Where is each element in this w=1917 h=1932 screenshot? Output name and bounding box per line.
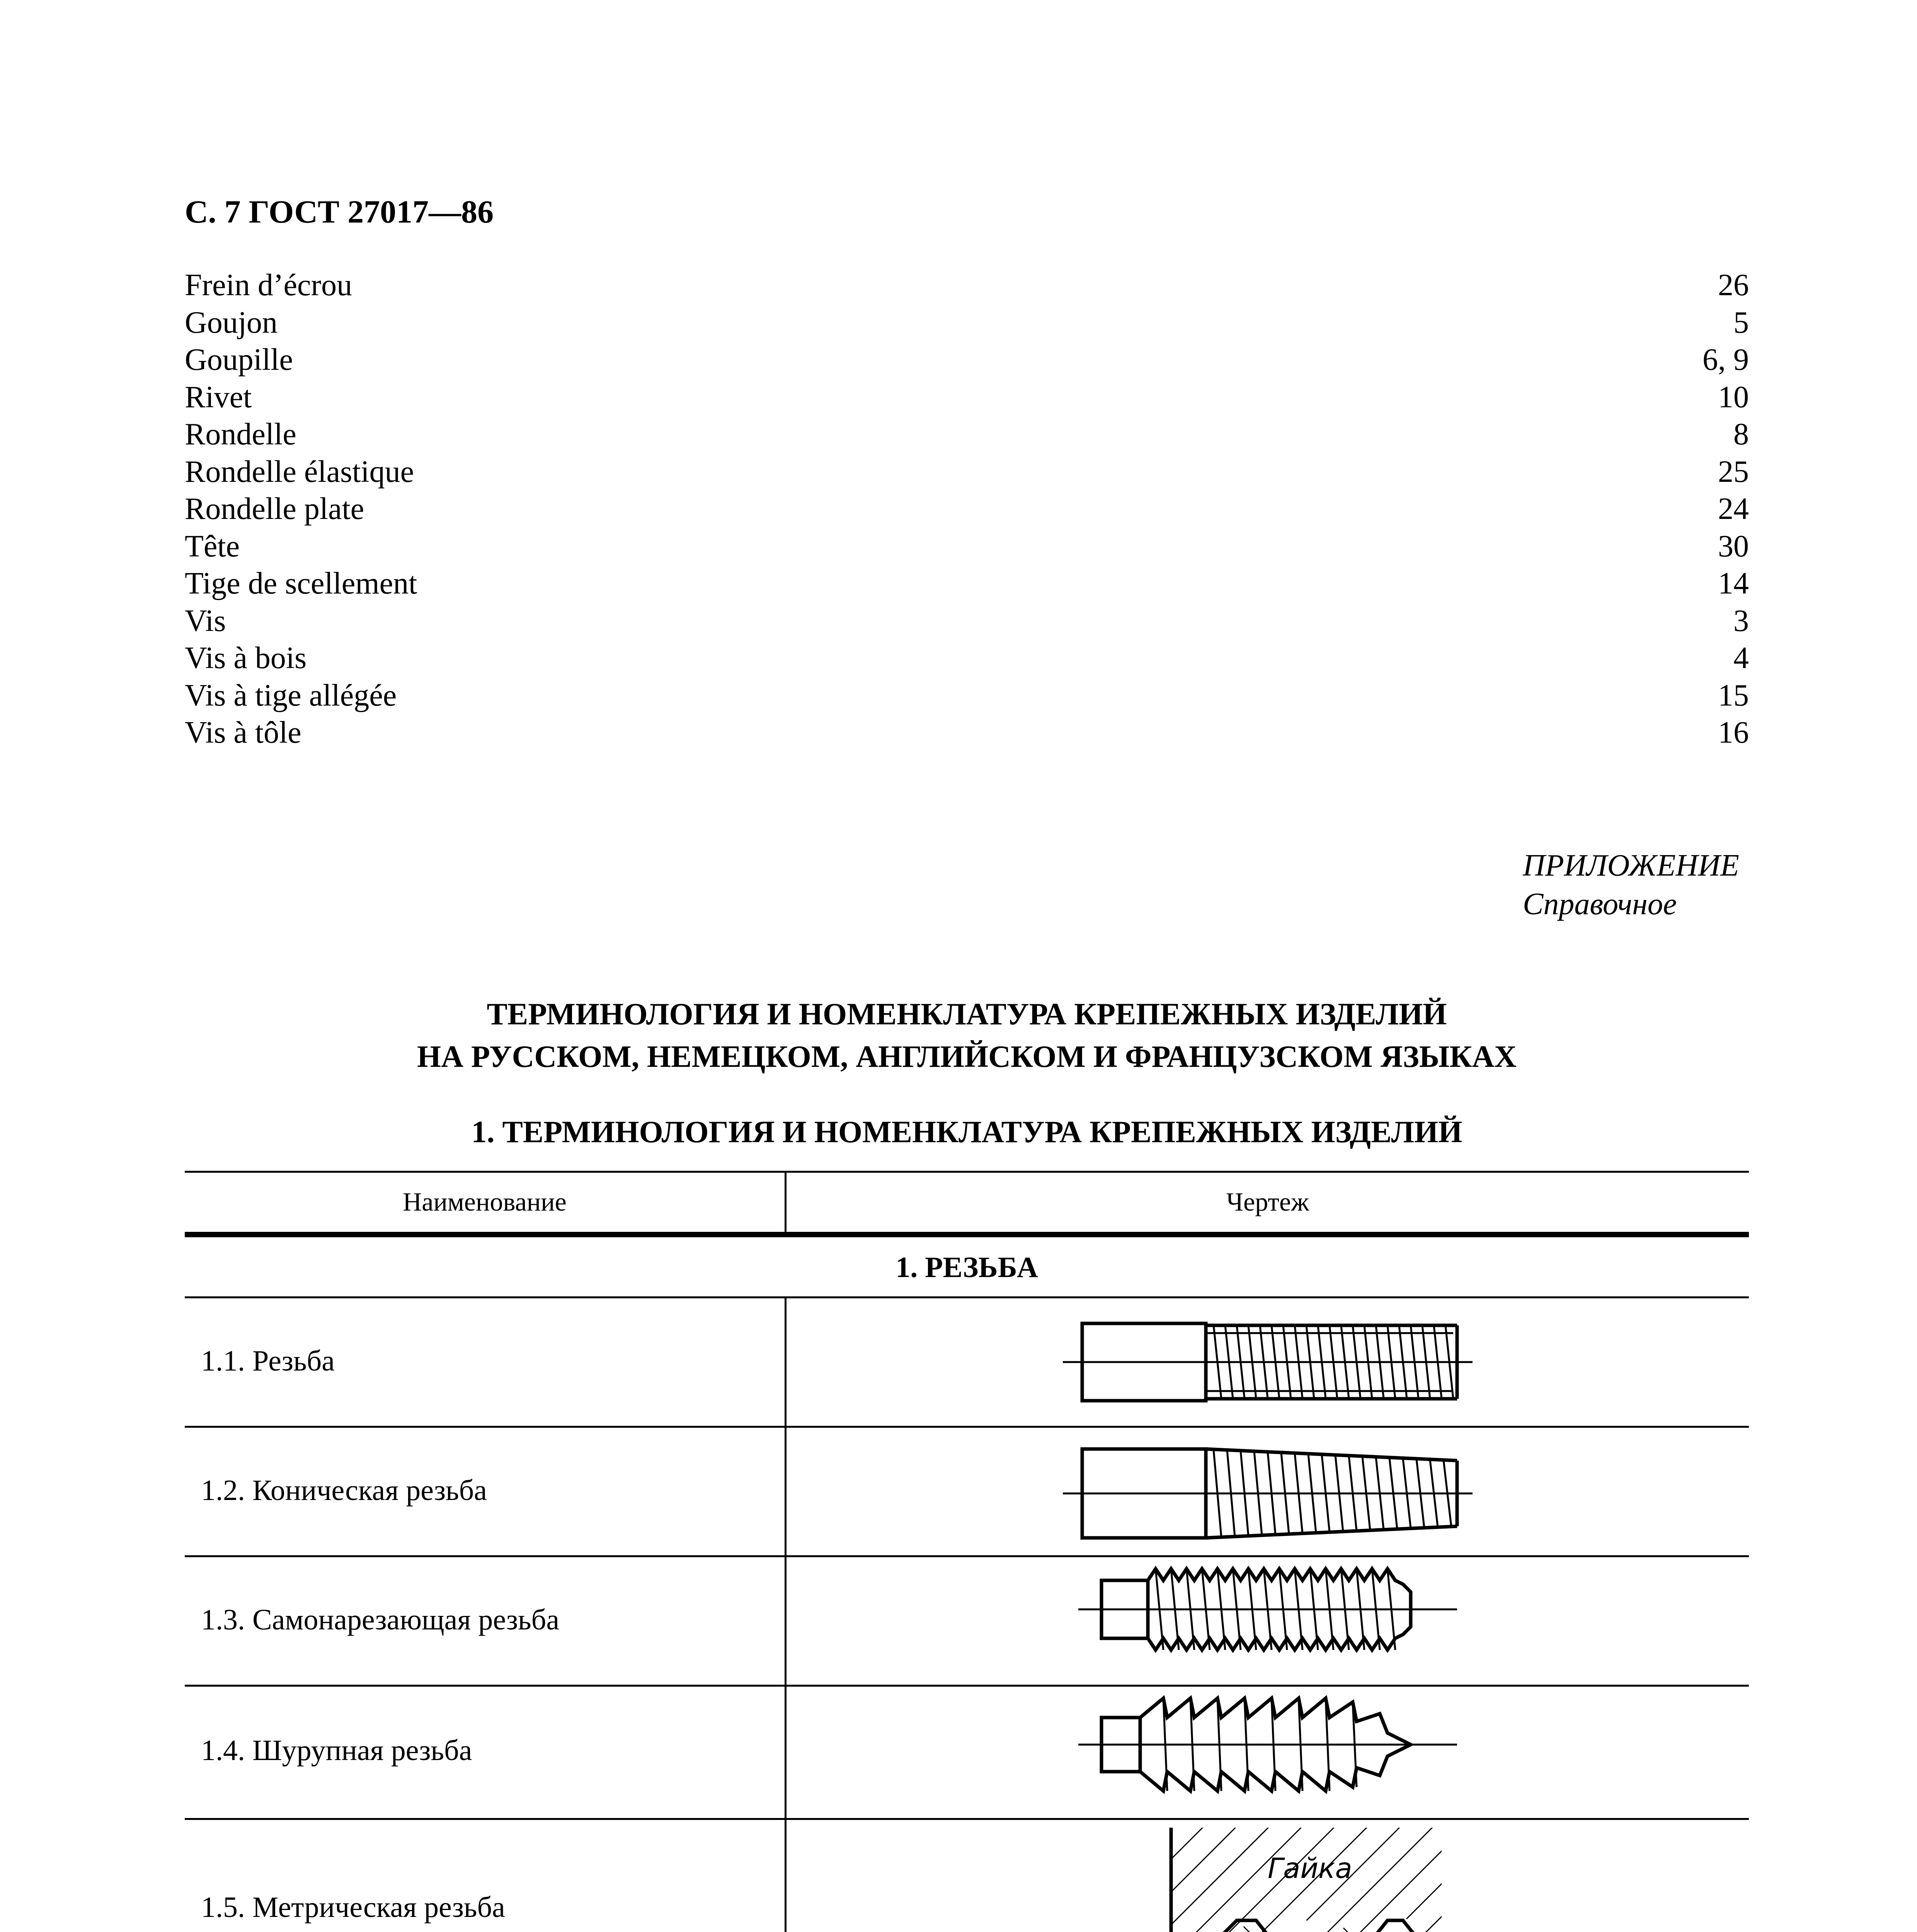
table-column-divider: [785, 1296, 787, 1932]
index-term: Rondelle: [185, 417, 296, 451]
index-entry: [185, 490, 1749, 528]
index-term: Vis à tôle: [185, 716, 301, 750]
index-entry: [185, 267, 1749, 304]
title-line-1: ТЕРМИНОЛОГИЯ И НОМЕНКЛАТУРА КРЕПЕЖНЫХ ИЗДЕЛИЙ: [487, 997, 1447, 1031]
title-line-2: НА РУССКОМ, НЕМЕЦКОМ, АНГЛИЙСКОМ И ФРАНЦУЗСКОМ ЯЗЫКАХ: [417, 1040, 1517, 1074]
index-entry: [185, 341, 1749, 379]
index-term: Vis à tige allégée: [185, 678, 397, 713]
section-subtitle: 1. ТЕРМИНОЛОГИЯ И НОМЕНКЛАТУРА КРЕПЕЖНЫХ ИЗДЕЛИЙ: [471, 1115, 1462, 1149]
index-ref: 30: [1718, 529, 1749, 563]
annex-type: Справочное: [1523, 887, 1677, 921]
index-term: Rivet: [185, 380, 252, 414]
index-ref: 4: [1733, 641, 1749, 675]
index-ref: 25: [1718, 454, 1749, 489]
index-entry: [185, 379, 1749, 416]
page-header: С. 7 ГОСТ 27017—86: [185, 194, 494, 230]
index-ref: 15: [1718, 678, 1749, 713]
table-rule: [185, 1685, 1749, 1687]
index-ref: 3: [1733, 604, 1749, 638]
index-ref: 26: [1718, 268, 1749, 302]
index-term: Frein d’écrou: [185, 268, 352, 302]
index-term: Tige de scellement: [185, 566, 417, 600]
index-ref: 10: [1718, 380, 1749, 414]
index-term: Goupille: [185, 343, 293, 377]
index-term: Vis à bois: [185, 641, 307, 675]
index-term: Tête: [185, 529, 240, 563]
index-entry: [185, 304, 1749, 342]
section-title: 1. РЕЗЬБА: [896, 1251, 1038, 1284]
column-header-drawing: Чертеж: [1226, 1187, 1309, 1216]
index-term: Rondelle plate: [185, 492, 364, 526]
index-ref: 5: [1733, 305, 1749, 340]
table-rule: [185, 1555, 1749, 1557]
table-header-rule: [185, 1232, 1749, 1237]
annex-label: [1523, 846, 1739, 923]
row-label: 1.3. Самонарезающая резьба: [201, 1604, 560, 1636]
document-title: [185, 993, 1749, 1078]
annex-title: ПРИЛОЖЕНИЕ: [1523, 849, 1739, 883]
nut-label: Гайка: [1268, 1852, 1352, 1884]
table-rule: [185, 1426, 1749, 1428]
row-label: 1.5. Метрическая резьба: [201, 1891, 505, 1923]
row-label: 1.4. Шурупная резьба: [201, 1734, 472, 1767]
term-index-list: [185, 267, 1749, 752]
index-ref: 16: [1718, 716, 1749, 750]
index-term: Goujon: [185, 305, 278, 340]
thread-drawing: [1063, 1310, 1488, 1414]
self-tapping-thread-drawing: [1078, 1561, 1457, 1658]
index-entry: [185, 416, 1749, 453]
column-header-name: Наименование: [403, 1187, 567, 1216]
index-entry: [185, 639, 1749, 677]
tapered-thread-drawing: [1063, 1437, 1488, 1549]
index-entry: [185, 565, 1749, 602]
wood-screw-thread-drawing: [1078, 1690, 1457, 1799]
index-term: Vis: [185, 604, 226, 638]
index-entry: [185, 602, 1749, 640]
table-rule: [185, 1818, 1749, 1820]
index-ref: 14: [1718, 566, 1749, 600]
index-ref: 6, 9: [1702, 343, 1749, 377]
metric-thread-profile-drawing: [1074, 1824, 1461, 1932]
index-ref: 8: [1733, 417, 1749, 451]
index-term: Rondelle élastique: [185, 454, 414, 489]
index-entry: [185, 453, 1749, 491]
row-label: 1.2. Коническая резьба: [201, 1474, 487, 1507]
row-label: 1.1. Резьба: [201, 1345, 335, 1377]
index-entry: [185, 528, 1749, 565]
index-ref: 24: [1718, 492, 1749, 526]
index-entry: [185, 714, 1749, 752]
index-entry: [185, 677, 1749, 714]
table-rule: [185, 1296, 1749, 1298]
